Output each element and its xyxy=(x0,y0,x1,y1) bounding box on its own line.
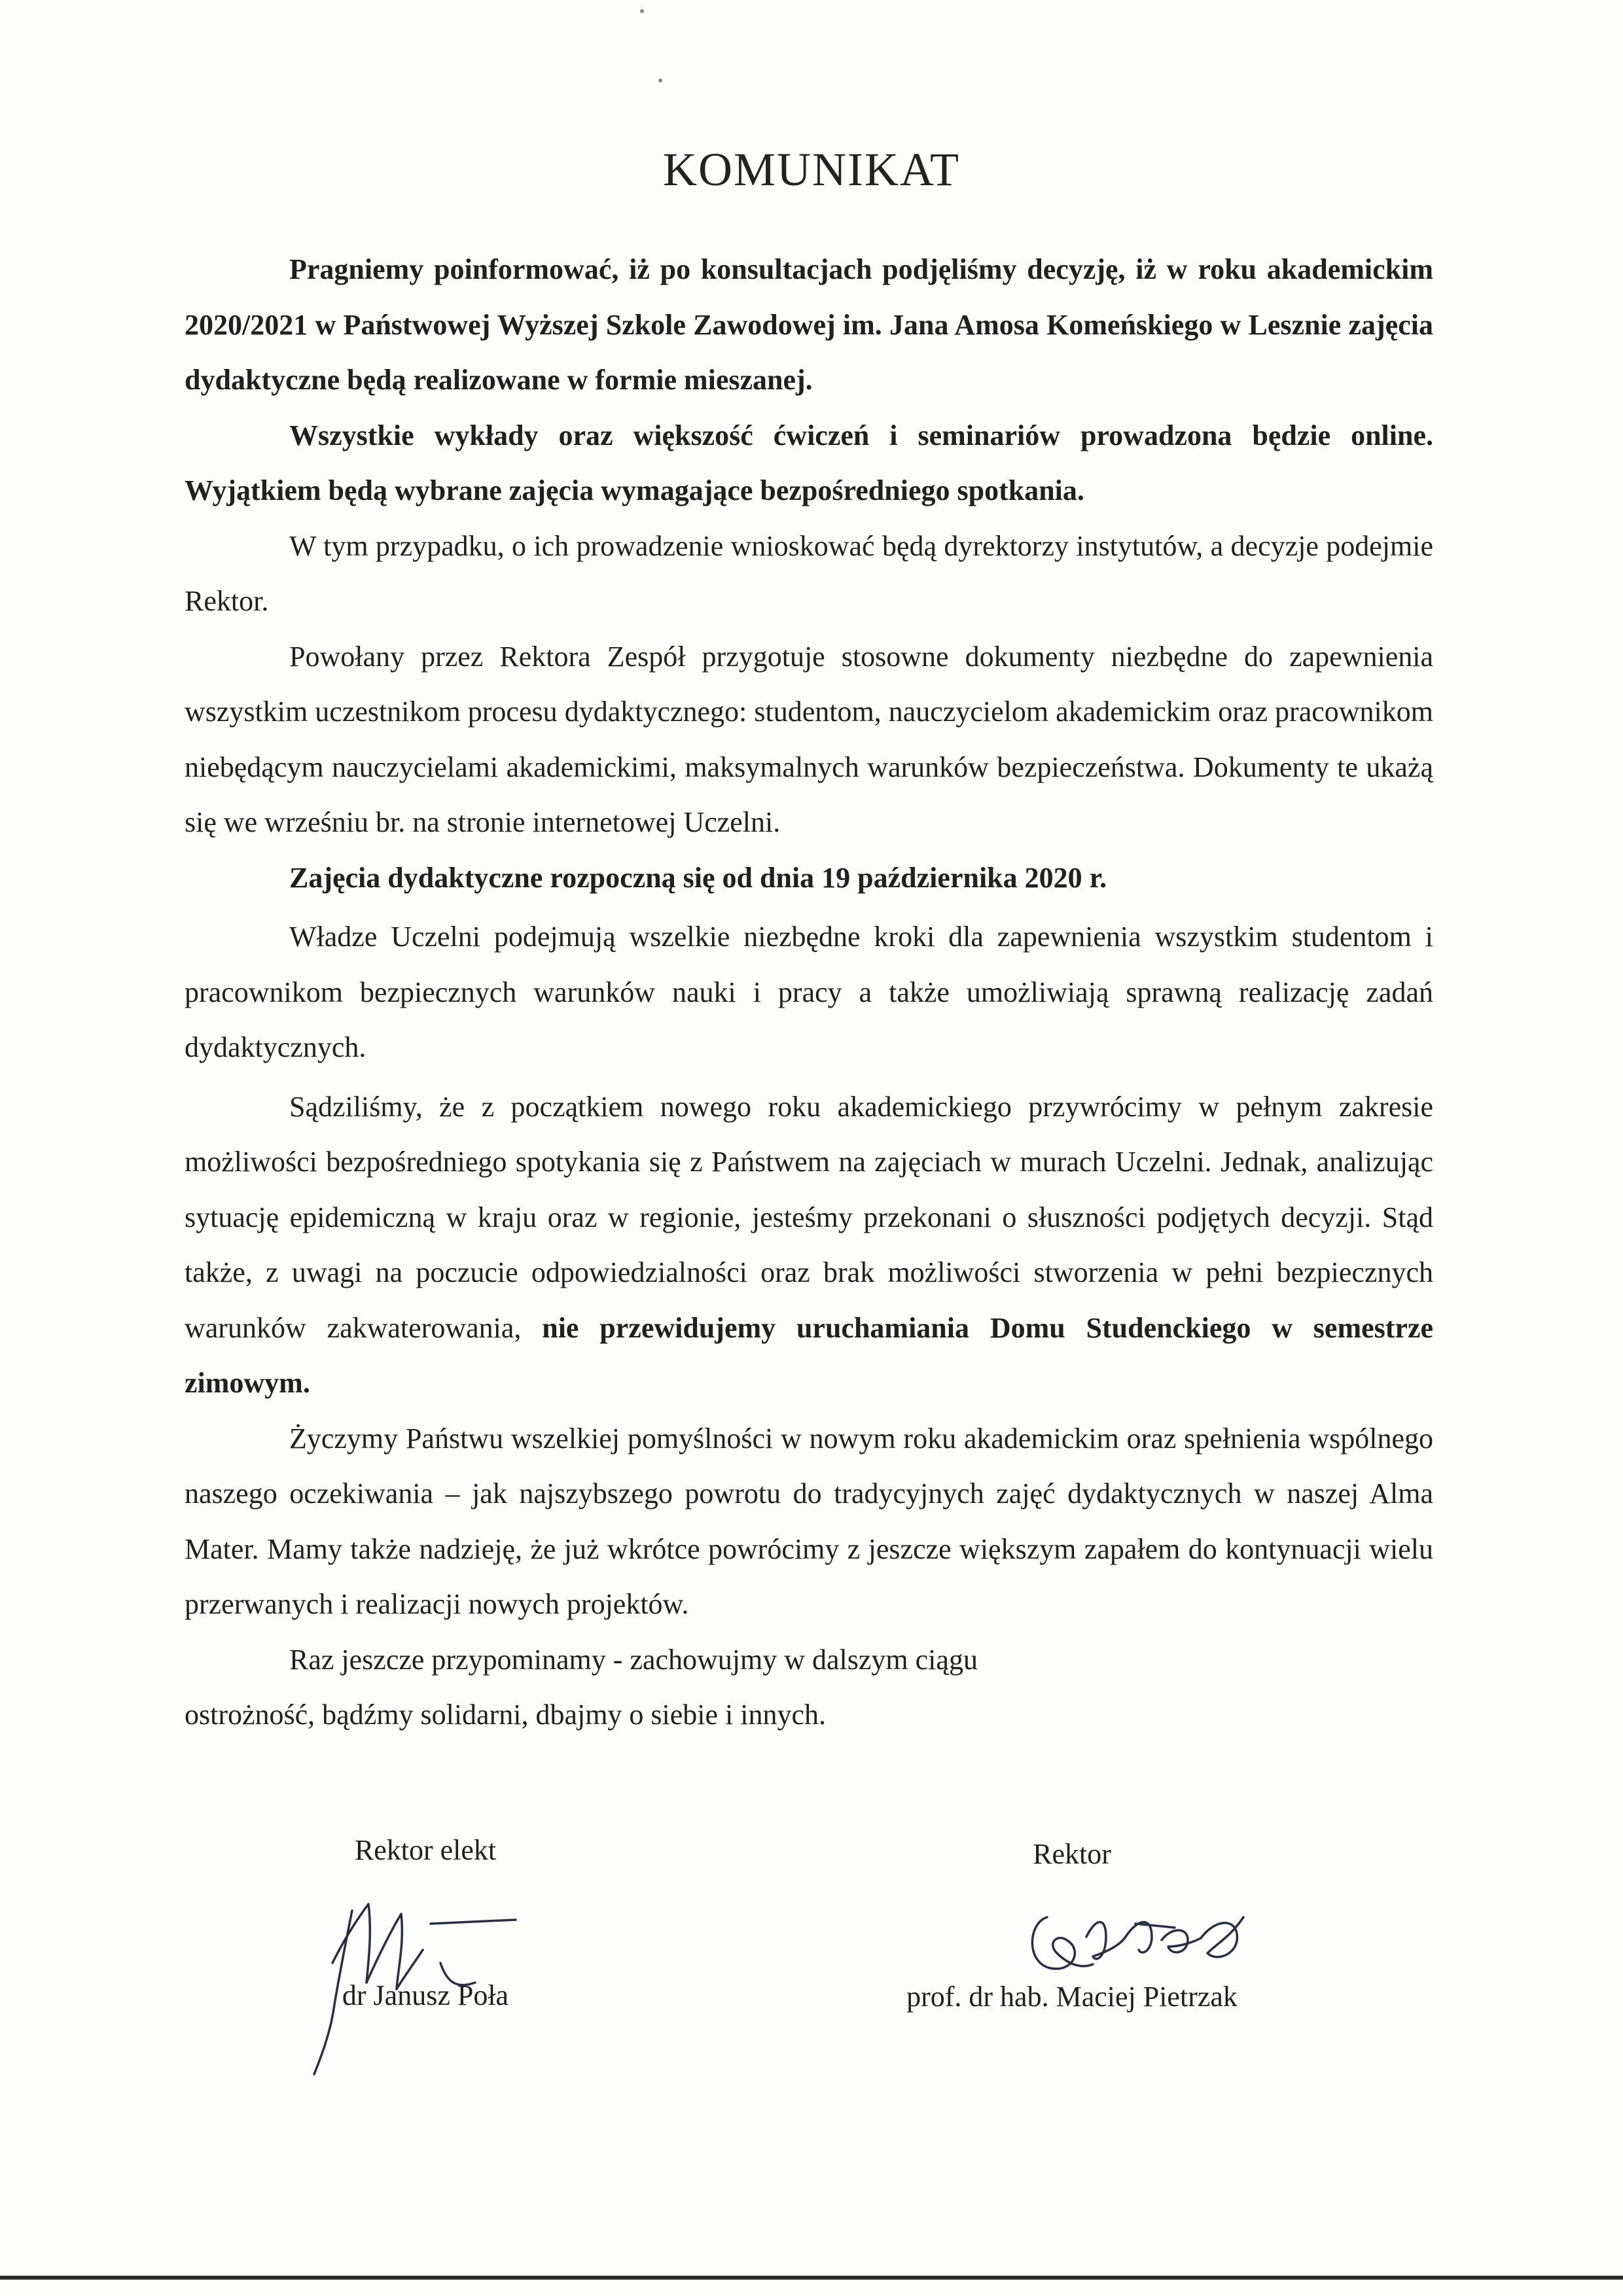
signature-left-title: Rektor elekt xyxy=(354,1834,497,1866)
paragraph-safety-documents: Powołany przez Rektora Zespół przygotuje stosowne dokumenty niezbędne do zapewnienia wszystkim uczestnikom procesu dydaktycznego: studentom, nauczycielom akademickim oraz pracownikom niebędącym nauczycielami akademickimi, maksymalnych warunków bezpieczeństwa. Dokumenty te ukażą się we wrześniu br. na stronie internetowej Uczelni. xyxy=(185,640,1433,838)
document-body xyxy=(185,242,1433,1743)
paragraph-reminder-line2: ostrożność, bądźmy solidarni, dbajmy o siebie i innych. xyxy=(185,1699,827,1731)
paragraph-wishes: Życzymy Państwu wszelkiej pomyślności w nowym roku akademickim oraz spełnienia wspólnego naszego oczekiwania – jak najszybszego powrotu do tradycyjnych zajęć dydaktycznych w naszej Alma Mater. Mamy także nadzieję, że już wkrótce powrócimy z jeszcze większym zapałem do kontynuacji wielu przerwanych i realizacji nowych projektów. xyxy=(185,1422,1433,1620)
signature-right-name: prof. dr hab. Maciej Pietrzak xyxy=(906,1981,1238,2013)
paragraph-dormitory-text: Sądziliśmy, że z początkiem nowego roku akademickiego przywrócimy w pełnym zakresie możliwości bezpośredniego spotykania się z Państwem na zajęciach w murach Uczelni. Jednak, analizując sytuację epidemiczną w kraju oraz w regionie, jesteśmy przekonani o słuszności podjętych decyzji. Stąd także, z uwagi na poczucie odpowiedzialności oraz brak możliwości stworzenia w pełni bezpiecznych warunków zakwaterowania, xyxy=(185,1090,1433,1344)
scan-speck xyxy=(640,9,644,13)
paragraph-dormitory-bold: nie przewidujemy uruchamiania Domu Studenckiego w semestrze zimowym. xyxy=(185,1311,1434,1399)
paragraph-exceptions: W tym przypadku, o ich prowadzenie wnioskować będą dyrektorzy instytutów, a decyzje podejmie Rektor. xyxy=(185,529,1433,617)
paragraph-authorities: Władze Uczelni podejmują wszelkie niezbędne kroki dla zapewnienia wszystkim studentom i pracownikom bezpiecznych warunków nauki i pracy a także umożliwiają sprawną realizację zadań dydaktycznych. xyxy=(185,921,1433,1063)
paragraph-dormitory xyxy=(185,1080,1433,1411)
paragraph-reminder-line1: Raz jeszcze przypominamy - zachowujmy w dalszym ciągu xyxy=(289,1643,978,1676)
handwritten-signature-right xyxy=(1021,1891,1257,1989)
document-title: KOMUNIKAT xyxy=(663,143,960,196)
paragraph-start-date: Zajęcia dydaktyczne rozpoczną się od dnia 19 października 2020 r. xyxy=(289,861,1107,894)
scan-speck xyxy=(658,79,662,82)
scan-bottom-edge xyxy=(0,2276,1623,2280)
paragraph-decision: Pragniemy poinformować, iż po konsultacjach podjęliśmy decyzję, iż w roku akademickim 2020/2021 w Państwowej Wyższej Szkole Zawodowej im. Jana Amosa Komeńskiego w Lesznie zajęcia dydaktyczne będą realizowane w formie mieszanej. xyxy=(185,253,1433,396)
handwritten-signature-left xyxy=(306,1884,529,2081)
signature-left-name: dr Janusz Poła xyxy=(342,1979,509,2011)
signature-right-title: Rektor xyxy=(1033,1838,1111,1870)
paragraph-online: Wszystkie wykłady oraz większość ćwiczeń i seminariów prowadzona będzie online. Wyjątkiem będą wybrane zajęcia wymagające bezpośredniego spotkania. xyxy=(185,419,1433,506)
